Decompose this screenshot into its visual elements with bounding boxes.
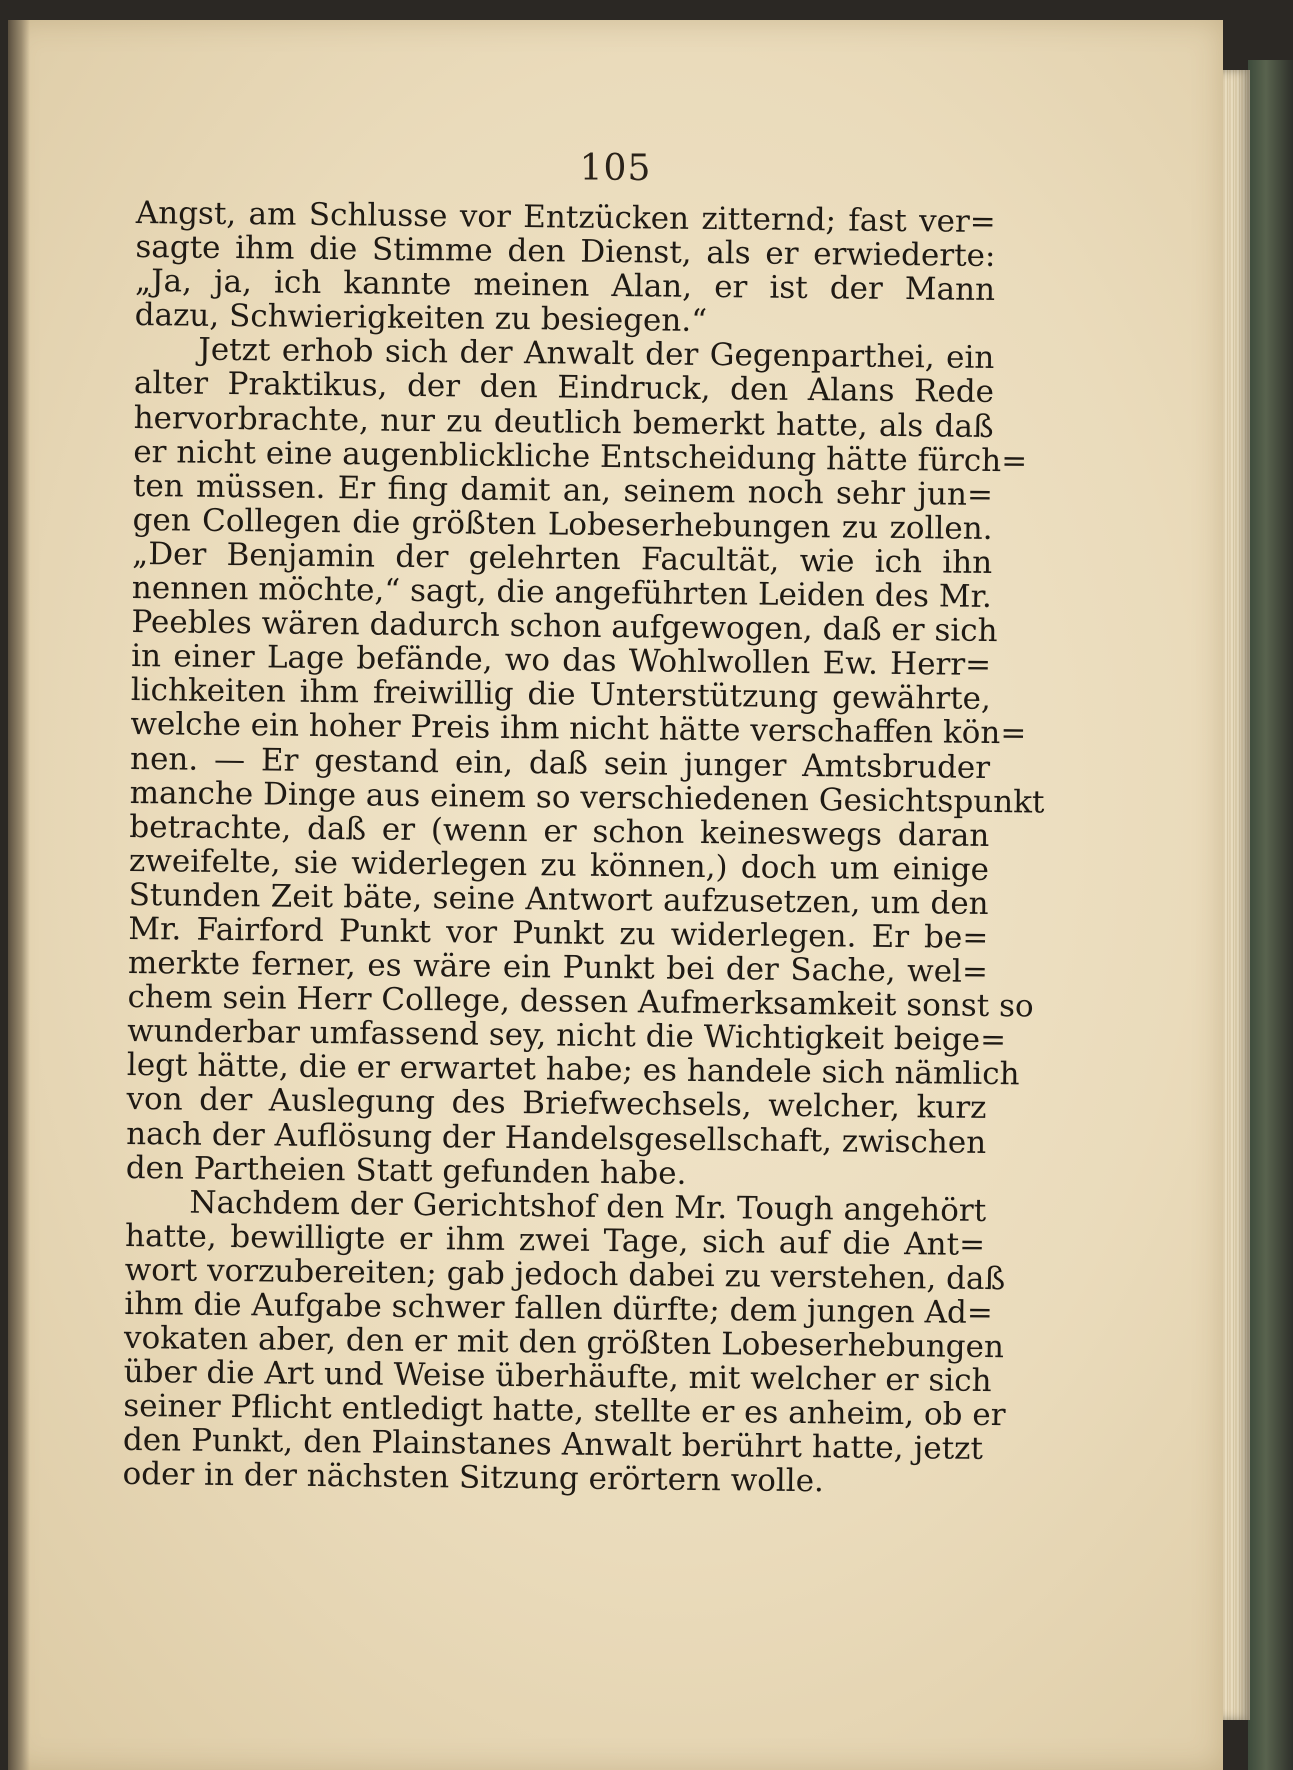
text-line: Nachdem der Gerichtshof den Mr. Tough angehört xyxy=(189,1184,987,1229)
text-line: er nicht eine augenblickliche Entscheidung hätte fürch= xyxy=(133,433,1028,480)
page-gutter xyxy=(8,20,30,1770)
text-line: Peebles wären dadurch schon aufgewogen, daß er sich xyxy=(131,604,998,650)
book-page xyxy=(8,20,1223,1770)
text-line: dazu, Schwierigkeiten zu besiegen.“ xyxy=(134,297,708,340)
text-line: ten müssen. Er fing damit an, seinem noch sehr jun= xyxy=(132,467,994,513)
text-line: ihm die Aufgabe schwer fallen dürfte; dem jungen Ad= xyxy=(124,1285,993,1332)
text-line: von der Auslegung des Briefwechsels, welcher, kurz xyxy=(126,1081,987,1127)
text-line: betrachte, daß er (wenn er schon keineswegs daran xyxy=(129,808,990,854)
text-line: Mr. Fairford Punkt vor Punkt zu widerlegen. Er be= xyxy=(128,910,989,956)
text-line: „Ja, ja, ich kannte meinen Alan, er ist der Mann xyxy=(134,263,996,309)
text-line: gen Collegen die größten Lobeserhebungen zu zollen. xyxy=(132,501,993,547)
text-line: Jetzt erhob sich der Anwalt der Gegenparthei, ein xyxy=(198,332,995,377)
text-line: sagte ihm die Stimme den Dienst, als er erwiederte: xyxy=(135,229,996,275)
text-line: merkte ferner, es wäre ein Punkt bei der Sache, wel= xyxy=(127,945,989,991)
text-line: welche ein hoher Preis ihm nicht hätte verschaffen kön= xyxy=(130,706,1027,752)
text-line: hatte, bewilligte er ihm zwei Tage, sich auf die Ant= xyxy=(124,1217,986,1263)
page-number: 105 xyxy=(579,148,652,189)
text-line: chem sein Herr College, dessen Aufmerksamkeit sonst so xyxy=(127,979,1034,1025)
text-line: den Partheien Statt gefunden habe. xyxy=(125,1149,687,1192)
text-line: nennen möchte,“ sagt, die angeführten Leiden des Mr. xyxy=(131,570,993,616)
text-line: zweifelte, sie widerlegen zu können,) doch um einige xyxy=(128,842,990,888)
text-line: alter Praktikus, der den Eindruck, den Alans Rede xyxy=(133,365,995,411)
text-line: in einer Lage befände, wo das Wohlwollen Ew. Herr= xyxy=(130,638,992,684)
text-line: lichkeiten ihm freiwillig die Unterstützung gewährte, xyxy=(130,672,991,718)
text-line: seiner Pflicht entledigt hatte, stellte er es anheim, ob er xyxy=(123,1388,1006,1434)
text-line: legt hätte, die er erwartet habe; es handele sich nämlich xyxy=(126,1047,1020,1093)
text-line: hervorbrachte, nur zu deutlich bemerkt hatte, als daß xyxy=(133,399,994,445)
text-line: wunderbar umfassend sey, nicht die Wichtigkeit beige= xyxy=(127,1013,1007,1059)
text-line: „Der Benjamin der gelehrten Facultät, wie ich ihn xyxy=(132,535,993,581)
text-line: oder in der nächsten Sitzung erörtern wolle. xyxy=(122,1456,825,1500)
text-line: über die Art und Weise überhäufte, mit welcher er sich xyxy=(123,1354,992,1400)
text-line: Angst, am Schlusse vor Entzücken zitternd; fast ver= xyxy=(135,195,996,241)
text-line: nen. — Er gestand ein, daß sein junger Amtsbruder xyxy=(129,740,991,786)
text-line: manche Dinge aus einem so verschiedenen Gesichtspunkt xyxy=(129,774,1045,821)
page-text xyxy=(122,195,1045,1500)
text-line: vokaten aber, den er mit den größten Lobeserhebungen xyxy=(123,1320,1005,1366)
text-line: den Punkt, den Plainstanes Anwalt berührt hatte, jetzt xyxy=(122,1422,984,1468)
text-line: wort vorzubereiten; gab jedoch dabei zu verstehen, daß xyxy=(124,1251,1006,1298)
book-cover-edge xyxy=(1248,60,1293,1770)
text-line: nach der Auflösung der Handelsgesellschaft, zwischen xyxy=(125,1115,987,1161)
text-line: Stunden Zeit bäte, seine Antwort aufzusetzen, um den xyxy=(128,876,989,922)
